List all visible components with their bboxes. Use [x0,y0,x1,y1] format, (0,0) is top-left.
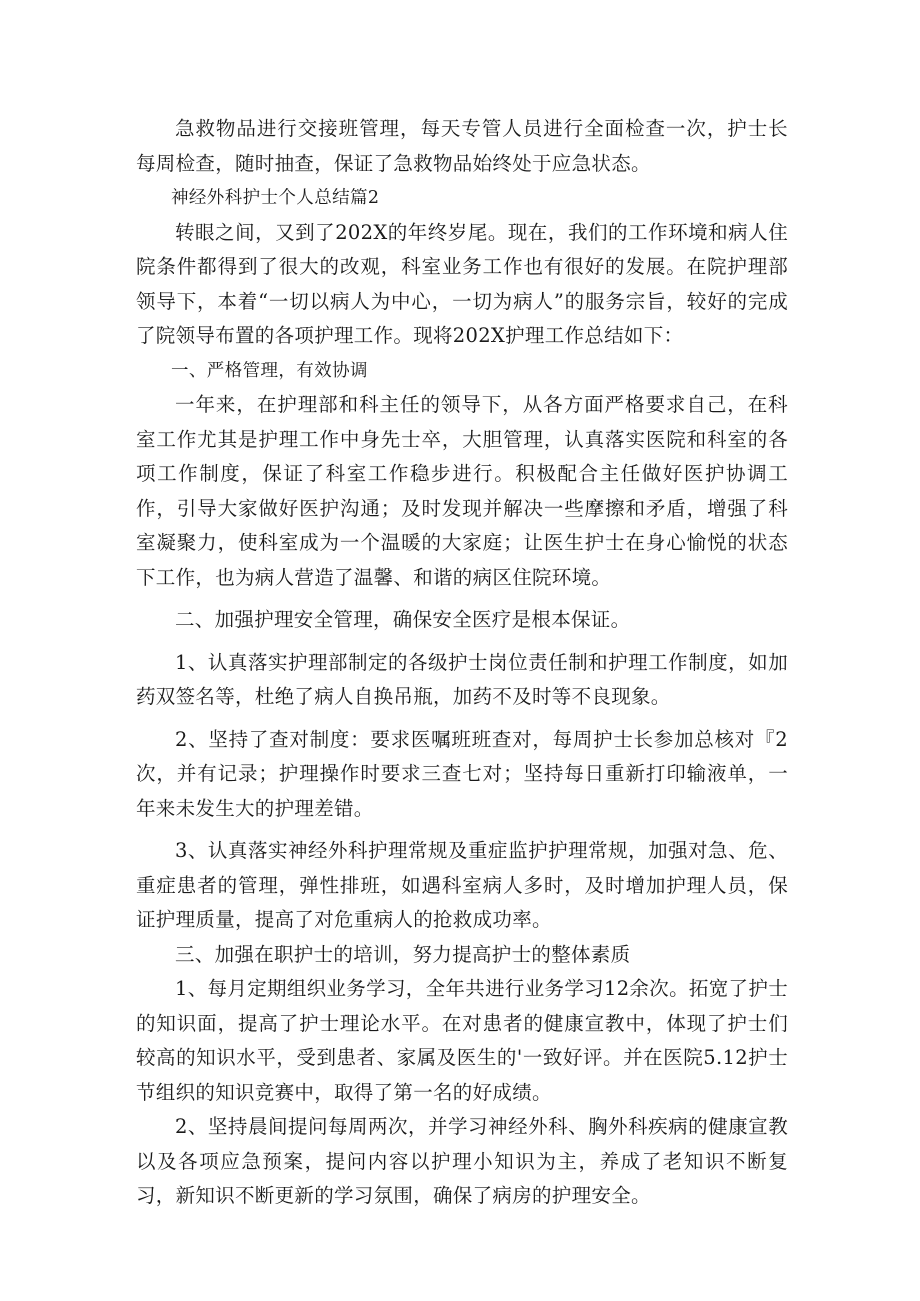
paragraph-management: 一年来，在护理部和科主任的领导下，从各方面严格要求自己，在科室工作尤其是护理工作中身先士卒，大胆管理，认真落实医院和科室的各项工作制度，保证了科室工作稳步进行。积极配合主任做好医护协调工作，引导大家做好医护沟通；及时发现并解决一些摩擦和矛盾，增强了科室凝聚力，使科室成为一个温暖的大家庭；让医生护士在身心愉悦的状态下工作，也为病人营造了温馨、和谐的病区住院环境。 [136,393,788,589]
paragraph-intro: 转眼之间，又到了202X的年终岁尾。现在，我们的工作环境和病人住院条件都得到了很大的改观，科室业务工作也有很好的发展。在院护理部领导下，本着“一切以病人为中心，一切为病人”的服务宗旨，较好的完成了院领导布置的各项护理工作。现将202X护理工作总结如下： [136,220,788,347]
paragraph-safety-item-2: 2、坚持了查对制度：要求医嘱班班查对，每周护士长参加总核对『2次，并有记录；护理操作时要求三查七对；坚持每日重新打印输液单，一年来未发生大的护理差错。 [136,727,788,820]
document-body [136,112,788,1214]
heading-training: 三、加强在职护士的培训，努力提高护士的整体素质 [175,942,631,966]
paragraph-safety-item-3: 3、认真落实神经外科护理常规及重症监护护理常规，加强对急、危、重症患者的管理，弹性排班，如遇科室病人多时，及时增加护理人员，保证护理质量，提高了对危重病人的抢救成功率。 [136,839,788,931]
paragraph-training-item-1: 1、每月定期组织业务学习，全年共进行业务学习12余次。拓宽了护士的知识面，提高了护士理论水平。在对患者的健康宣教中，体现了护士们较高的知识水平，受到患者、家属及医生的'一致好评。并在医院5.12护士节组织的知识竞赛中，取得了第一名的好成绩。 [136,977,788,1104]
section-title: 神经外科护士个人总结篇2 [171,188,380,208]
paragraph-safety-item-1: 1、认真落实护理部制定的各级护士岗位责任制和护理工作制度，如加药双签名等，杜绝了病人自换吊瓶，加药不及时等不良现象。 [136,650,788,708]
paragraph-training-item-2: 2、坚持晨间提问每周两次，并学习神经外科、胸外科疾病的健康宣教以及各项应急预案，提问内容以护理小知识为主，养成了老知识不断复习，新知识不断更新的学习氛围，确保了病房的护理安全。 [136,1115,788,1207]
heading-safety-management: 二、加强护理安全管理，确保安全医疗是根本保证。 [175,608,631,631]
paragraph-emergency-items: 急救物品进行交接班管理，每天专管人员进行全面检查一次，护士长每周检查，随时抽查，保证了急救物品始终处于应急状态。 [136,117,788,175]
heading-strict-management: 一、严格管理，有效协调 [171,360,368,381]
